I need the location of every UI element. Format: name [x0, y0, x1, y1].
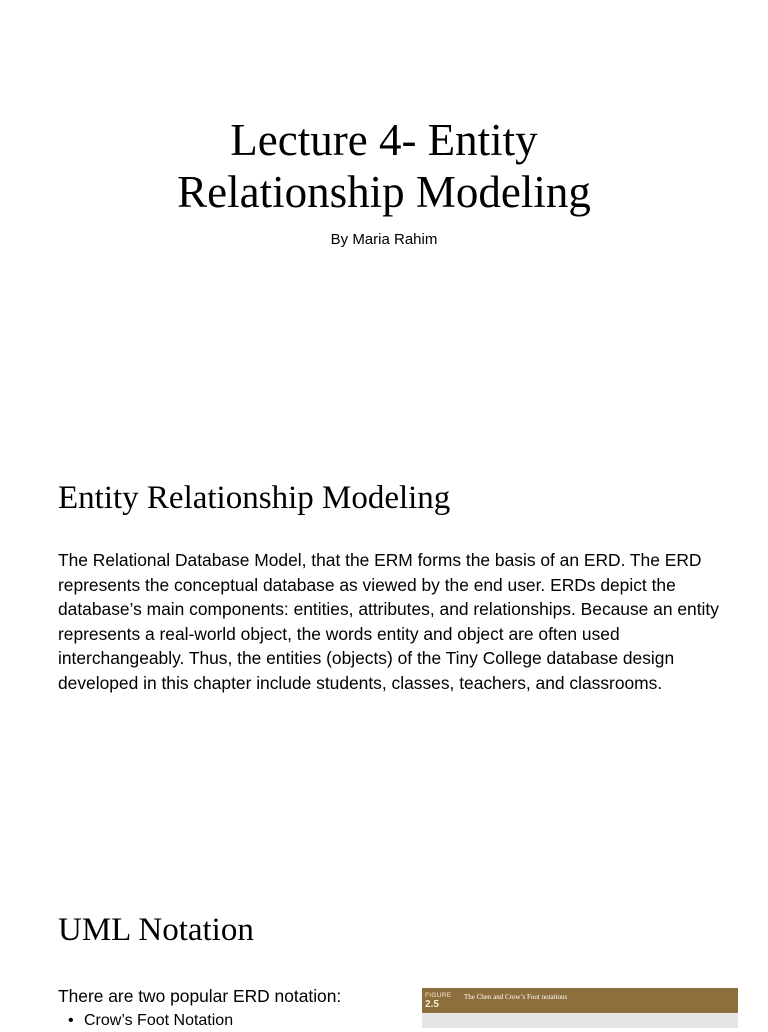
uml-notation-list — [84, 1010, 233, 1032]
list-item: • Crow’s Foot Notation — [84, 1010, 233, 1032]
title-slide — [0, 0, 768, 430]
lecture-title-line-2: Relationship Modeling — [177, 167, 591, 217]
figure-label: FIGURE — [425, 992, 452, 999]
figure-header-band — [422, 991, 738, 1013]
uml-heading: UML Notation — [58, 912, 254, 948]
erm-slide — [0, 430, 768, 870]
figure-image — [422, 988, 738, 1028]
uml-slide — [0, 870, 768, 1029]
uml-intro-text: There are two popular ERD notation: — [58, 986, 342, 1006]
figure-number: 2.5 — [425, 999, 439, 1010]
lecture-author: By Maria Rahim — [330, 231, 438, 248]
erm-body-text: The Relational Database Model, that the ERM forms the basis of an ERD. The ERD represents the conceptual database as viewed by the end user. ERDs depict the database’s main components: entities, attributes, and relationships. Because an entity represents a real-world object, the words entity and object are often used interchangeably. Thus, the entities (objects) of the Tiny College database design developed in this chapter include students, classes, teachers, and classrooms. — [58, 550, 719, 693]
lecture-title-line-1: Lecture 4- Entity — [230, 115, 538, 165]
figure-caption: The Chen and Crow’s Foot notations — [464, 993, 568, 1001]
erm-heading: Entity Relationship Modeling — [58, 480, 451, 516]
lecture-title — [0, 114, 768, 218]
